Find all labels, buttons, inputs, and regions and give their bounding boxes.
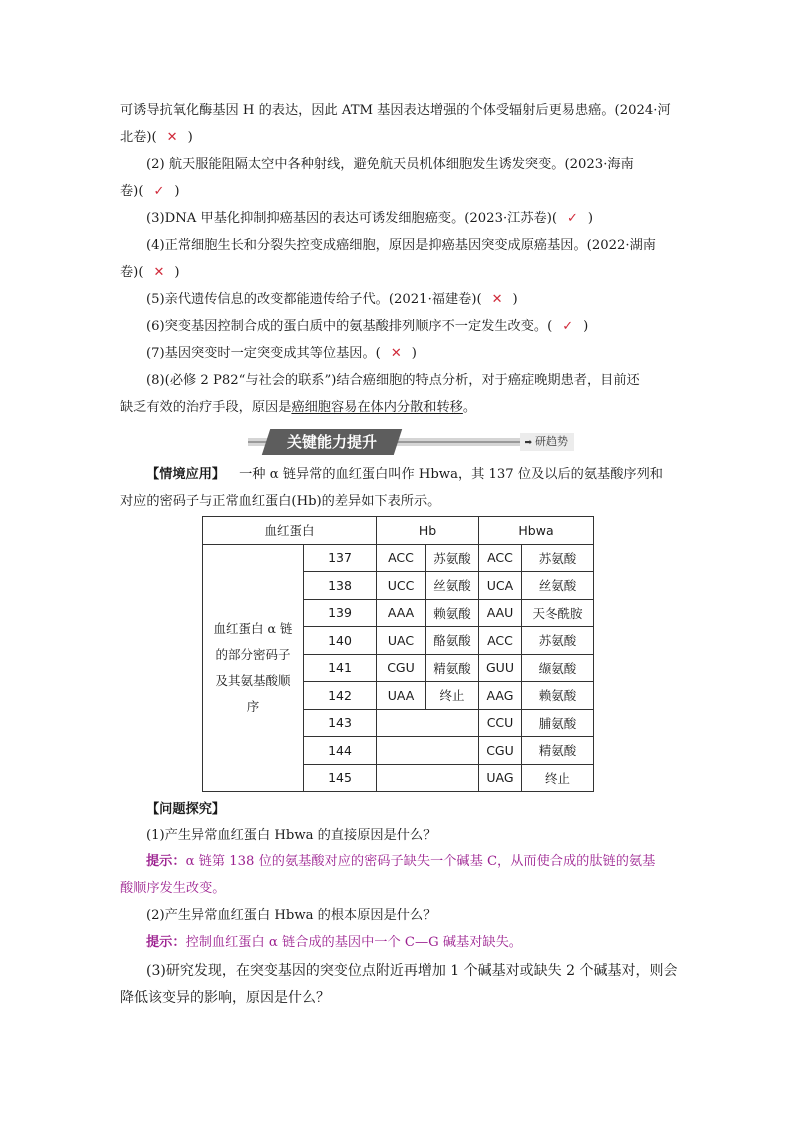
hint-line <box>120 879 226 899</box>
question-line <box>120 988 330 1008</box>
scenario-line <box>120 492 440 512</box>
explore-heading <box>146 800 225 820</box>
scenario-label: 【情境应用】 <box>146 467 226 482</box>
line-tail: ) <box>583 319 589 334</box>
hemoglobin-table <box>202 516 594 792</box>
cross-mark-icon: ✕ <box>166 130 178 145</box>
line-text: (8)(必修 2 P82“与社会的联系”)结合癌细胞的特点分析，对于癌症晚期患者，目前还 <box>146 373 640 388</box>
codon-cell: ACC <box>377 544 426 572</box>
text-line <box>146 155 634 175</box>
codon-cell: CGU <box>377 654 426 682</box>
header-cell: Hbwa <box>479 517 594 545</box>
scenario-line <box>146 465 663 485</box>
line-tail: ) <box>587 211 594 226</box>
amino-acid-cell: 天冬酰胺 <box>522 599 594 627</box>
position-cell: 140 <box>304 627 377 655</box>
banner-title-box <box>262 429 402 455</box>
text-line <box>146 290 518 310</box>
position-cell: 144 <box>304 737 377 765</box>
check-mark-icon: ✓ <box>562 319 574 334</box>
empty-cell <box>377 709 479 737</box>
codon-cell: UAA <box>377 682 426 710</box>
line-tail: 。 <box>462 400 477 415</box>
line-tail: ) <box>174 265 180 280</box>
question-text: 降低该变异的影响，原因是什么？ <box>120 990 330 1006</box>
text-line <box>146 236 656 256</box>
question-text: (1)产生异常血红蛋白 Hbwa 的直接原因是什么？ <box>146 828 437 843</box>
amino-acid-cell: 脯氨酸 <box>522 709 594 737</box>
text-line <box>146 209 593 229</box>
line-text: (7)基因突变时一定突变成其等位基因。( <box>146 346 381 361</box>
empty-cell <box>377 737 479 765</box>
codon-cell: AAG <box>479 682 522 710</box>
empty-cell <box>377 764 479 792</box>
text-line <box>146 317 588 337</box>
position-cell: 145 <box>304 764 377 792</box>
amino-acid-cell: 丝氨酸 <box>426 572 479 600</box>
codon-cell: ACC <box>479 627 522 655</box>
text-line <box>120 101 671 121</box>
position-cell: 142 <box>304 682 377 710</box>
position-cell: 137 <box>304 544 377 572</box>
line-text: (3)DNA 甲基化抑制抑癌基因的表达可诱发细胞癌变。(2023·江苏卷)( <box>146 211 558 226</box>
cross-mark-icon: ✕ <box>390 346 402 361</box>
banner-title: 关键能力提升 <box>286 433 377 451</box>
codon-cell: AAU <box>479 599 522 627</box>
hint-label: 提示： <box>146 935 186 950</box>
amino-acid-cell: 苏氨酸 <box>426 544 479 572</box>
amino-acid-cell: 终止 <box>426 682 479 710</box>
position-cell: 141 <box>304 654 377 682</box>
line-text: 卷)( <box>120 184 144 199</box>
banner-tag <box>520 433 574 451</box>
scenario-text: 对应的密码子与正常血红蛋白(Hb)的差异如下表所示。 <box>120 494 441 509</box>
text-line <box>146 371 640 391</box>
codon-cell: CCU <box>479 709 522 737</box>
codon-cell: GUU <box>479 654 522 682</box>
line-text: (2) 航天服能阻隔太空中各种射线，避免航天员机体细胞发生诱发突变。(2023·海南 <box>146 157 634 172</box>
amino-acid-cell: 苏氨酸 <box>522 627 594 655</box>
line-text: (4)正常细胞生长和分裂失控变成癌细胞，原因是抑癌基因突变成原癌基因。(2022·湖南 <box>146 238 656 253</box>
line-text: 北卷)( <box>120 130 157 145</box>
text-line <box>120 263 180 283</box>
line-text: 缺乏有效的治疗手段，原因是 <box>120 400 292 415</box>
line-text: 可诱导抗氧化酶基因 H 的表达，因此 ATM 基因表达增强的个体受辐射后更易患癌。(2024·河 <box>120 103 671 118</box>
header-cell: Hb <box>377 517 479 545</box>
amino-acid-cell: 酪氨酸 <box>426 627 479 655</box>
check-mark-icon: ✓ <box>153 184 165 199</box>
position-cell: 139 <box>304 599 377 627</box>
amino-acid-cell: 赖氨酸 <box>426 599 479 627</box>
codon-cell: CGU <box>479 737 522 765</box>
section-banner <box>248 429 574 455</box>
amino-acid-cell: 缬氨酸 <box>522 654 594 682</box>
row-label-line: 血红蛋白 α 链 <box>213 620 293 636</box>
question-text: (3)研究发现，在突变基因的突变位点附近再增加 1 个碱基对或缺失 2 个碱基对，则会 <box>146 963 678 979</box>
header-cell: 血红蛋白 <box>203 517 377 545</box>
underlined-answer: 癌细胞容易在体内分散和转移 <box>291 400 463 415</box>
question-text: (2)产生异常血红蛋白 Hbwa 的根本原因是什么？ <box>146 908 437 923</box>
line-text: (6)突变基因控制合成的蛋白质中的氨基酸排列顺序不一定发生改变。( <box>146 319 553 334</box>
cross-mark-icon: ✕ <box>491 292 503 307</box>
hint-text: 酸顺序发生改变。 <box>120 881 226 896</box>
amino-acid-cell: 终止 <box>522 764 594 792</box>
row-label-line: 序 <box>246 698 260 714</box>
line-tail: ) <box>512 292 518 307</box>
text-line <box>120 128 193 148</box>
question-line <box>146 906 436 926</box>
line-tail: ) <box>411 346 417 361</box>
line-text: 卷)( <box>120 265 144 280</box>
hint-line <box>146 933 522 953</box>
amino-acid-cell: 赖氨酸 <box>522 682 594 710</box>
position-cell: 138 <box>304 572 377 600</box>
codon-cell: UAG <box>479 764 522 792</box>
codon-cell: AAA <box>377 599 426 627</box>
table-row <box>203 544 594 572</box>
cross-mark-icon: ✕ <box>153 265 165 280</box>
question-line <box>146 961 677 981</box>
explore-label: 【问题探究】 <box>146 802 226 817</box>
row-label-line: 的部分密码子 <box>215 646 291 662</box>
line-text: (5)亲代遗传信息的改变都能遗传给子代。(2021·福建卷)( <box>146 292 482 307</box>
hint-label: 提示： <box>146 854 186 869</box>
text-line <box>120 398 476 418</box>
position-cell: 143 <box>304 709 377 737</box>
codon-cell: UCC <box>377 572 426 600</box>
hint-line <box>146 852 655 872</box>
amino-acid-cell: 精氨酸 <box>426 654 479 682</box>
amino-acid-cell: 丝氨酸 <box>522 572 594 600</box>
amino-acid-cell: 苏氨酸 <box>522 544 594 572</box>
row-label-cell <box>203 544 304 792</box>
codon-cell: ACC <box>479 544 522 572</box>
question-line <box>146 826 436 846</box>
hint-text: α 链第 138 位的氨基酸对应的密码子缺失一个碱基 C，从而使合成的肽链的氨基 <box>185 854 656 869</box>
banner-tag-label: 研趋势 <box>535 435 568 448</box>
hint-text: 控制血红蛋白 α 链合成的基因中一个 C—G 碱基对缺失。 <box>185 935 522 950</box>
codon-cell: UAC <box>377 627 426 655</box>
arrow-right-icon: ➡ <box>524 438 532 448</box>
amino-acid-cell: 精氨酸 <box>522 737 594 765</box>
table-header-row <box>203 517 594 545</box>
line-tail: ) <box>174 184 180 199</box>
codon-cell: UCA <box>479 572 522 600</box>
check-mark-icon: ✓ <box>567 211 578 226</box>
row-label-line: 及其氨基酸顺 <box>215 672 291 688</box>
line-tail: ) <box>187 130 193 145</box>
text-line <box>146 344 417 364</box>
text-line <box>120 182 180 202</box>
scenario-text: 一种 α 链异常的血红蛋白叫作 Hbwa，其 137 位及以后的氨基酸序列和 <box>239 467 663 482</box>
